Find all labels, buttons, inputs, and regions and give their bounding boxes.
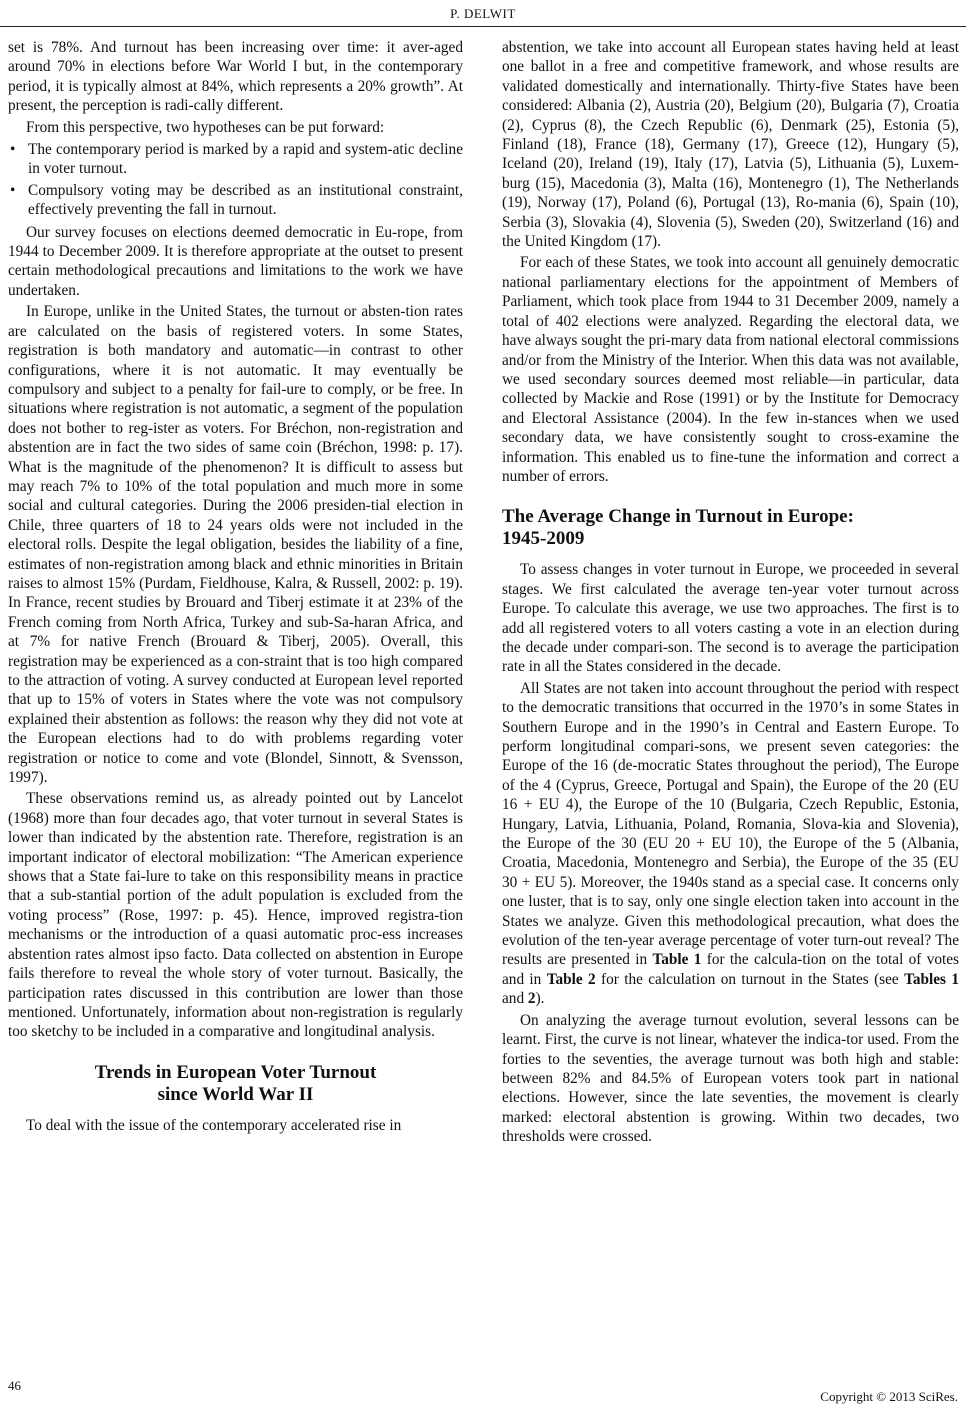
section-title (8, 1062, 463, 1106)
text-run: and (502, 990, 528, 1008)
paragraph: Our survey focuses on elections deemed democratic in Eu-rope, from 1944 to December 2009. It is therefore appropriate at the outset to present certain methodological precautions and limitations to the work we have undertaken. (8, 223, 463, 299)
hypotheses-list (8, 140, 463, 220)
paragraph: On analyzing the average turnout evolution, several lessons can be learnt. First, the curve is not linear, whatever the indica-tor used. From the forties to the seventies, the average turnout was both high and stable: between 82% and 84.5% of European voters took part in national elections. However, since the late seventies, the movement is clearly marked: electoral abstention is growing. Within two decades, two thresholds were crossed. (502, 1011, 959, 1146)
section-title-line: Trends in European Voter Turnout (94, 1061, 377, 1083)
paragraph: To deal with the issue of the contemporary accelerated rise in (26, 1116, 402, 1134)
paragraph: For each of these States, we took into account all genuinely democratic national parliamentary elections for the appointment of Members of Parliament, which took place from 1944 to 31 December 2009, namely a total of 402 elections were analyzed. Regarding the electoral data, we have always sought the pri-mary data from national electoral commissions and/or from the Ministry of the Interior. When this data was not available, we used secondary sources deemed most reliable—in particular, data collected by Mackie and Rose (1991) or by the Institute for Democracy and Electoral Assistance (2004). In the few in-stances when we used secondary data, we have consistently sought to cross-examine the information. This enabled us to fine-tune the information and correct a number of errors. (502, 254, 959, 485)
running-header: P. DELWIT (450, 6, 516, 21)
left-column (8, 38, 463, 1137)
text-run: All States are not taken into account throughout the period with respect to the democratic transitions that occurred in the 1970’s in some States in Southern Europe and in the 1990’s in Central and Eastern Europe. To perform longitudinal compari-sons, we present seven categories: the Europe of the 16 (de-mocratic States throughout the period), The Europe of the 4 (Cyprus, Greece, Portugal and Spain), the Europe of the 20 (EU 16 + EU 4), the Europe of the 10 (Bulgaria, Czech Republic, Estonia, Hungary, Latvia, Lithuania, Poland, Romania, Slova-kia and Slovenia), the Europe of the 30 (EU 20 + EU 10), the Europe of the 5 (Albania, Croatia, Macedonia, Montenegro and Serbia), the Europe of the 35 (EU 30 + EU 5). Moreover, the 1940s stand as a special case. It concerns only one luster, that is to say, only one single election taken into account in the States we analyze. Given this methodological precaution, what does the evolution of the ten-year average percentage of voter turn-out reveal? The results are presented in (502, 679, 959, 969)
paragraph: These observations remind us, as already pointed out by Lancelot (1968) more than four decades ago, that voter turnout in several States is lower than indicated by the abstention rate. Therefore, registration is an important indicator of electoral mobilization: “The American experience shows that a State fai-lure to take on this responsibility means in practice that a sub-stantial portion of the adult population is excluded from the voting process” (Rose, 1997: p. 45). Hence, improved registra-tion mechanisms or the introduction of a quasi automatic proc-ess increases abstention rates almost ipso facto. Data collected on abstention in Europe fails therefore to reveal the whole story of voter turnout. Basically, the participation rates discussed in this contribution are lower than those mentioned. Unfortunately, information about non-registration is regularly too sketchy to be included in a comparative and longitudinal analysis. (8, 790, 463, 1041)
page-number: 46 (8, 1378, 21, 1393)
table-reference: Table 2 (546, 970, 596, 988)
table-reference: Table 1 (652, 951, 702, 969)
header-rule (0, 26, 966, 27)
section-title-line: The Average Change in Turnout in Europe: (502, 506, 854, 528)
list-item: • Compulsory voting may be described as an institutional constraint, effectively preventing the fall in turnout. (8, 181, 463, 220)
text-run: for the calcula-tion on the total of votes and in (502, 951, 960, 988)
section-title-line: since World War II (157, 1083, 314, 1105)
paragraph: To assess changes in voter turnout in Europe, we proceeded in several stages. We first calculated the average ten-year voter turnout across Europe. To calculate this average, we use two approaches. The first is to add all registered voters to all voters casting a vote in an election during the decade under compari-son. The second is to average the participation rate in all the States considered in the decade. (502, 561, 959, 676)
text-run: for the calculation on turnout in the States (see (595, 970, 905, 988)
right-column (502, 38, 959, 1149)
list-item: • The contemporary period is marked by a rapid and system-atic decline in voter turnout. (8, 140, 463, 179)
paragraph: set is 78%. And turnout has been increasing over time: it aver-aged around 70% in elections before War World I but, in the contemporary period, it is typically almost at 84%, which represents a 20% growth”. At present, the perception is radi-cally different. (8, 39, 463, 115)
text-run: ). (535, 990, 545, 1008)
paragraph: From this perspective, two hypotheses can be put forward: (26, 118, 385, 136)
section-title-line: 1945-2009 (502, 528, 585, 550)
table-reference: 2 (527, 990, 536, 1008)
table-reference: Tables 1 (904, 970, 960, 988)
paragraph (502, 679, 959, 1009)
paragraph: abstention, we take into account all European states having held at least one ballot in a free and competitive framework, and whose results are validated domestically and internationally. Thirty-five States have been considered: Albania (2), Austria (20), Belgium (20), Bulgaria (7), Croatia (2), Cyprus (8), the Czech Republic (6), Denmark (25), Estonia (5), Finland (18), France (18), Germany (17), Greece (12), Hungary (5), Iceland (20), Ireland (19), Italy (17), Latvia (5), Lithuania (5), Luxem-burg (15), Macedonia (3), Malta (16), Montenegro (1), The Netherlands (19), Norway (17), Poland (6), Portugal (13), Ro-mania (6), Spain (10), Serbia (3), Slovakia (4), Slovenia (5), Sweden (20), Switzerland (16) and the United Kingdom (17). (502, 39, 959, 251)
copyright-notice: Copyright © 2013 SciRes. (820, 1389, 958, 1404)
section-title (502, 506, 959, 550)
paragraph: In Europe, unlike in the United States, the turnout or absten-tion rates are calculated on the basis of registered voters. In some States, registration is both mandatory and automatic—in contrast to other configurations, where it is not automatic. It may eventually be compulsory and subject to a penalty for fail-ure to comply, or be free. In situations where registration is not automatic, a segment of the population does not bother to reg-ister as voters. For Bréchon, non-registration and abstention are in fact the two sides of same coin (Bréchon, 1998: p. 17). What is the magnitude of the phenomenon? It is difficult to assess but may reach 7% to 10% of the total population and much more in some social and cultural categories. During the 2006 presiden-tial election in Chile, three quarters of 18 to 24 years olds were not included in the electoral rolls. Despite the legal obligation, besides the liability of a fine, estimates of non-registration among black and ethnic minorities in Britain raises to almost 15% (Purdam, Fieldhouse, Kalra, & Russell, 2002: p. 19). In France, recent studies by Brouard and Tiberj estimate it at 23% of the French coming from North Africa, Turkey and sub-Sa-haran Africa, and at 7% for native French (Brouard & Tiberj, 2005). Overall, this registration may be experienced as a con-straint that is too high compared to the attraction of voting. A survey conducted at European level reported that up to 15% of voters in States where the vote was not compulsory explained their abstention as follows: the reason why they did not vote at the European elections had to do with problems regarding voter registration or notice to come and vote (Blondel, Sinnott, & Svensson, 1997). (8, 303, 463, 787)
